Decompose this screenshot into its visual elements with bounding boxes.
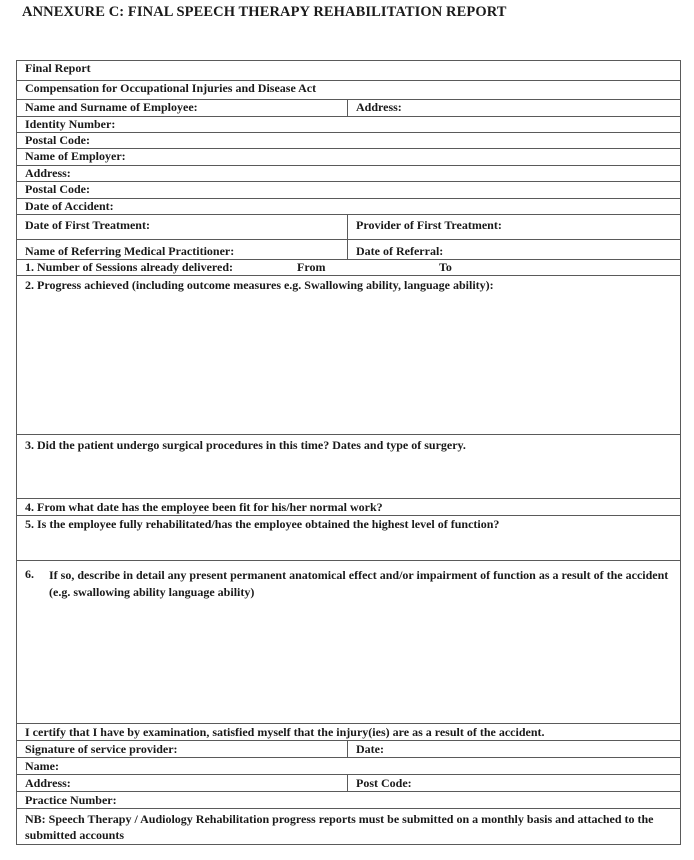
signature-row	[17, 741, 681, 758]
post-code-field[interactable]: Post Code:	[348, 775, 681, 792]
impairment-number: 6.	[25, 567, 34, 581]
date-accident-field[interactable]: Date of Accident:	[17, 199, 681, 215]
document-title: ANNEXURE C: FINAL SPEECH THERAPY REHABILITATION REPORT	[22, 4, 507, 20]
referral-row	[17, 240, 681, 260]
report-form-table	[16, 60, 681, 845]
certify-row	[17, 724, 681, 741]
surgery-row	[17, 435, 681, 499]
postal-code-row	[17, 133, 681, 149]
first-treatment-row	[17, 215, 681, 240]
impairment-field[interactable]	[17, 561, 681, 724]
sessions-field[interactable]	[17, 260, 681, 276]
employer-address-row	[17, 166, 681, 182]
date-referral-field[interactable]: Date of Referral:	[348, 240, 681, 260]
provider-first-treatment-field[interactable]: Provider of First Treatment:	[348, 215, 681, 240]
progress-row	[17, 276, 681, 435]
employee-name-field[interactable]: Name and Surname of Employee:	[17, 100, 348, 117]
surgery-field[interactable]: 3. Did the patient undergo surgical procedures in this time? Dates and type of surgery.	[17, 435, 681, 499]
practice-number-field[interactable]: Practice Number:	[17, 792, 681, 809]
practice-number-row	[17, 792, 681, 809]
date-first-treatment-field[interactable]: Date of First Treatment:	[17, 215, 348, 240]
sessions-row	[17, 260, 681, 276]
final-report-heading: Final Report	[17, 61, 681, 81]
sessions-from-label: From	[297, 260, 326, 274]
fit-for-work-field[interactable]: 4. From what date has the employee been fit for his/her normal work?	[17, 499, 681, 516]
provider-address-row	[17, 775, 681, 792]
provider-name-row	[17, 758, 681, 775]
postal-code-field[interactable]: Postal Code:	[17, 133, 681, 149]
employer-name-row	[17, 149, 681, 166]
fit-for-work-row	[17, 499, 681, 516]
sessions-to-label: To	[439, 260, 452, 274]
employer-address-field[interactable]: Address:	[17, 166, 681, 182]
employee-name-row	[17, 100, 681, 117]
nb-row	[17, 809, 681, 845]
date-field[interactable]: Date:	[348, 741, 681, 758]
compensation-row	[17, 81, 681, 100]
impairment-row	[17, 561, 681, 724]
rehabilitated-field[interactable]: 5. Is the employee fully rehabilitated/has the employee obtained the highest level of function?	[17, 516, 681, 561]
certify-statement: I certify that I have by examination, satisfied myself that the injury(ies) are as a result of the accident.	[17, 724, 681, 741]
referring-practitioner-field[interactable]: Name of Referring Medical Practitioner:	[17, 240, 348, 260]
compensation-heading: Compensation for Occupational Injuries and Disease Act	[17, 81, 681, 100]
final-report-row	[17, 61, 681, 81]
provider-address-field[interactable]: Address:	[17, 775, 348, 792]
identity-number-row	[17, 117, 681, 133]
date-accident-row	[17, 199, 681, 215]
rehabilitated-row	[17, 516, 681, 561]
employee-address-field[interactable]: Address:	[348, 100, 681, 117]
employer-postal-code-row	[17, 182, 681, 199]
progress-field[interactable]: 2. Progress achieved (including outcome measures e.g. Swallowing ability, language ability):	[17, 276, 681, 435]
sessions-label: 1. Number of Sessions already delivered:	[25, 260, 234, 274]
employer-name-field[interactable]: Name of Employer:	[17, 149, 681, 166]
nb-note: NB: Speech Therapy / Audiology Rehabilitation progress reports must be submitted on a monthly basis and attached to the submitted accounts	[17, 809, 681, 845]
employer-postal-code-field[interactable]: Postal Code:	[17, 182, 681, 199]
impairment-label: If so, describe in detail any present permanent anatomical effect and/or impairment of function as a result of the accident (e.g. swallowing ability language ability)	[49, 568, 669, 599]
provider-name-field[interactable]: Name:	[17, 758, 681, 775]
identity-number-field[interactable]: Identity Number:	[17, 117, 681, 133]
signature-field[interactable]: Signature of service provider:	[17, 741, 348, 758]
